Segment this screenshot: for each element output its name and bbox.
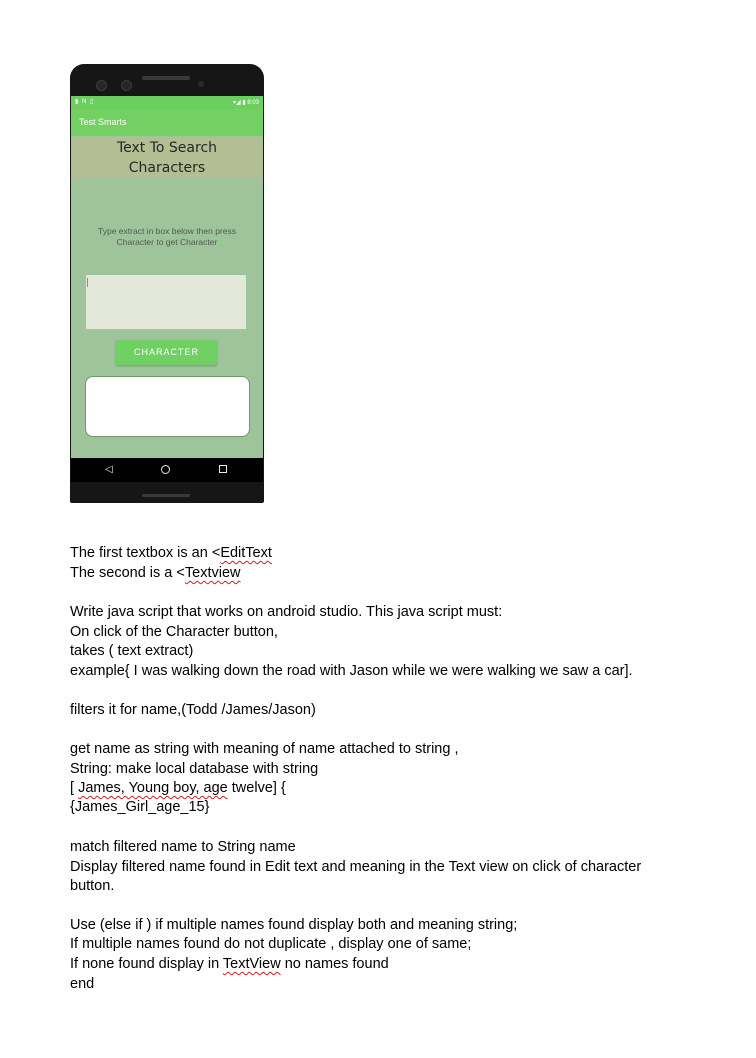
misspelled-word: Textview	[184, 565, 241, 581]
earpiece-speaker	[142, 76, 190, 80]
doc-line-11: {James_Girl_age_15}	[70, 799, 210, 815]
app-title: Test Smarts	[79, 117, 127, 127]
recent-apps-icon[interactable]	[219, 465, 227, 473]
doc-text: The second is a <	[70, 565, 185, 581]
doc-line-1	[70, 543, 272, 563]
front-sensor-icon	[121, 80, 132, 91]
home-icon[interactable]	[161, 465, 170, 474]
doc-line-9: String: make local database with string	[70, 761, 319, 777]
doc-text: no names found	[280, 956, 389, 972]
phone-mockup	[70, 64, 264, 503]
doc-text: [	[70, 780, 79, 796]
text-cursor	[87, 278, 88, 287]
doc-line-6: example{ I was walking down the road with Jason while we were walking we saw a car].	[70, 663, 633, 679]
doc-line-12: match filtered name to String name	[70, 839, 296, 855]
instruction-text	[81, 226, 253, 248]
doc-line-15: Use (else if ) if multiple names found display both and meaning string;	[70, 917, 518, 933]
doc-line-17	[70, 954, 389, 974]
header-line-1: Text To Search	[116, 140, 218, 156]
instruction-line-1: Type extract in box below then press	[98, 226, 236, 236]
result-textview	[85, 376, 250, 437]
misspelled-word: EditText	[220, 545, 272, 561]
home-indicator	[142, 494, 190, 497]
misspelled-word: TextView	[222, 956, 281, 972]
doc-line-14: button.	[70, 878, 115, 894]
doc-text: If none found display in	[70, 956, 223, 972]
doc-line-7: filters it for name,(Todd /James/Jason)	[70, 702, 316, 718]
app-bar	[71, 109, 263, 136]
navigation-bar	[71, 458, 263, 482]
misspelled-word: James, Young boy, age	[78, 780, 228, 796]
doc-line-4: On click of the Character button,	[70, 624, 278, 640]
extract-edittext[interactable]	[86, 275, 246, 329]
header-line-2: Characters	[128, 160, 206, 176]
status-icons-left: ▮ N ▯	[75, 99, 95, 105]
back-icon[interactable]: ◁	[105, 464, 113, 475]
app-screen	[71, 96, 263, 458]
doc-line-5: takes ( text extract)	[70, 643, 194, 659]
doc-line-13: Display filtered name found in Edit text and meaning in the Text view on click of character	[70, 859, 642, 875]
status-clock: ▾◢ ▮ 8:03	[233, 100, 259, 106]
header-title	[71, 137, 263, 177]
proximity-sensor	[198, 81, 204, 87]
doc-line-18: end	[70, 976, 95, 992]
doc-line-2	[70, 563, 240, 583]
doc-line-10	[70, 778, 286, 798]
front-camera-icon	[96, 80, 107, 91]
character-button[interactable]: CHARACTER	[116, 340, 217, 365]
instruction-line-2: Character to get Character	[116, 237, 218, 247]
doc-line-16: If multiple names found do not duplicate , display one of same;	[70, 936, 472, 952]
doc-line-3: Write java script that works on android studio. This java script must:	[70, 604, 503, 620]
doc-text: twelve] {	[227, 780, 286, 796]
doc-line-8: get name as string with meaning of name attached to string ,	[70, 741, 459, 757]
doc-text: The first textbox is an <	[70, 545, 221, 561]
status-bar	[71, 96, 263, 109]
